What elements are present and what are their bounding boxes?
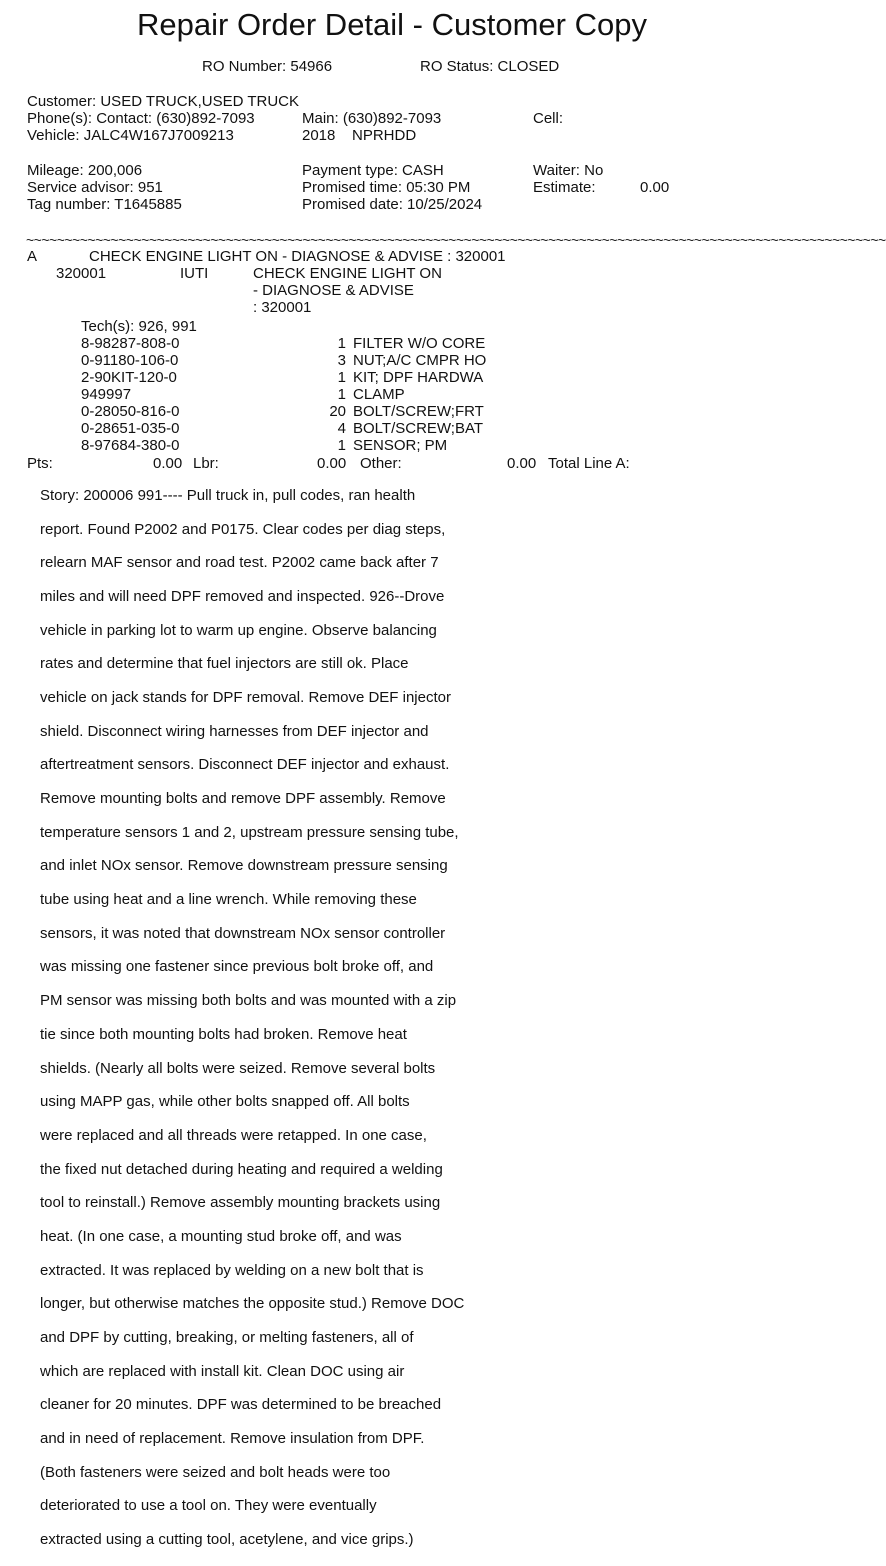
estimate-value: 0.00	[640, 179, 670, 196]
story-line: using MAPP gas, while other bolts snapped off. All bolts	[40, 1093, 410, 1111]
payment-type: Payment type: CASH	[302, 162, 444, 179]
part-desc: BOLT/SCREW;FRT	[353, 403, 484, 420]
story-line: Remove mounting bolts and remove DPF assembly. Remove	[40, 790, 446, 808]
part-desc: SENSOR; PM	[353, 437, 448, 454]
part-desc: NUT;A/C CMPR HO	[353, 352, 487, 369]
parts-total-label: Pts:	[27, 455, 53, 472]
story-line: and inlet NOx sensor. Remove downstream pressure sensing	[40, 857, 448, 875]
story-line: temperature sensors 1 and 2, upstream pressure sensing tube,	[40, 823, 459, 841]
story-line: PM sensor was missing both bolts and was mounted with a zip	[40, 992, 457, 1010]
part-qty: 1	[337, 386, 346, 403]
story-line: shields. (Nearly all bolts were seized. Remove several bolts	[40, 1059, 436, 1077]
story-line: was missing one fastener since previous bolt broke off, and	[40, 958, 434, 976]
story-line: aftertreatment sensors. Disconnect DEF injector and exhaust.	[40, 756, 450, 774]
story-line: longer, but otherwise matches the opposite stud.) Remove DOC	[40, 1295, 465, 1313]
story-line: tool to reinstall.) Remove assembly mounting brackets using	[40, 1194, 441, 1212]
promised-time: Promised time: 05:30 PM	[302, 179, 471, 196]
story-line: heat. (In one case, a mounting stud broke off, and was	[40, 1227, 402, 1245]
story-line: deteriorated to use a tool on. They were eventually	[40, 1497, 377, 1515]
labor-total-value: 0.00	[317, 455, 347, 472]
op-type: IUTI	[180, 265, 209, 282]
parts-total-value: 0.00	[153, 455, 183, 472]
line-title: CHECK ENGINE LIGHT ON - DIAGNOSE & ADVISE : 320001	[89, 248, 506, 265]
part-number: 0-91180-106-0	[81, 352, 179, 369]
story-line: miles and will need DPF removed and inspected. 926--Drove	[40, 587, 445, 605]
other-total-label: Other:	[360, 455, 402, 472]
part-desc: BOLT/SCREW;BAT	[353, 420, 484, 437]
part-number: 8-98287-808-0	[81, 335, 180, 352]
op-desc-2: - DIAGNOSE & ADVISE	[253, 282, 414, 299]
story-line: extracted. It was replaced by welding on a new bolt that is	[40, 1261, 424, 1279]
customer-cell: Cell:	[533, 110, 564, 127]
story-line: tube using heat and a line wrench. While removing these	[40, 891, 417, 909]
page-title: Repair Order Detail - Customer Copy	[137, 7, 647, 42]
part-number: 2-90KIT-120-0	[81, 369, 177, 386]
ro-number: RO Number: 54966	[202, 58, 333, 75]
part-desc: KIT; DPF HARDWA	[353, 369, 484, 386]
tag-number: Tag number: T1645885	[27, 196, 182, 213]
op-desc-3: : 320001	[253, 299, 312, 316]
part-qty: 3	[337, 352, 346, 369]
part-number: 0-28651-035-0	[81, 420, 180, 437]
story-line: were replaced and all threads were retapped. In one case,	[40, 1126, 427, 1144]
other-total-value: 0.00	[507, 455, 537, 472]
story-line: shield. Disconnect wiring harnesses from DEF injector and	[40, 722, 429, 740]
labor-total-label: Lbr:	[193, 455, 219, 472]
op-desc-1: CHECK ENGINE LIGHT ON	[253, 265, 442, 282]
story-line: which are replaced with install kit. Clean DOC using air	[40, 1362, 405, 1380]
story-line: vehicle in parking lot to warm up engine. Observe balancing	[40, 621, 437, 639]
estimate-label: Estimate:	[533, 179, 596, 196]
story-line: report. Found P2002 and P0175. Clear codes per diag steps,	[40, 520, 446, 538]
part-qty: 1	[337, 369, 346, 386]
story-line: tie since both mounting bolts had broken. Remove heat	[40, 1025, 407, 1043]
part-qty: 4	[337, 420, 346, 437]
part-desc: FILTER W/O CORE	[353, 335, 486, 352]
techs: Tech(s): 926, 991	[81, 318, 197, 335]
customer-main-phone: Main: (630)892-7093	[302, 110, 442, 127]
ro-status: RO Status: CLOSED	[420, 58, 560, 75]
part-qty: 1	[337, 335, 346, 352]
part-qty: 1	[337, 437, 346, 454]
part-number: 8-97684-380-0	[81, 437, 180, 454]
customer-phone: Phone(s): Contact: (630)892-7093	[27, 110, 255, 127]
story-line: rates and determine that fuel injectors are still ok. Place	[40, 655, 409, 673]
mileage: Mileage: 200,006	[27, 162, 143, 179]
part-number: 949997	[81, 386, 132, 403]
line-total-label: Total Line A:	[548, 455, 630, 472]
separator-line: ~~~~~~~~~~~~~~~~~~~~~~~~~~~~~~~~~~~~~~~~~~~~~~~~~~~~~~~~~~~~~~~~~~~~~~~~~~~~~~~~~~~~~~~~~~~~~~~~~~~~~~~~~~~~~~~~	[26, 232, 886, 248]
op-code: 320001	[56, 265, 107, 282]
service-advisor: Service advisor: 951	[27, 179, 163, 196]
story-line: relearn MAF sensor and road test. P2002 came back after 7	[40, 554, 439, 572]
story-line: and DPF by cutting, breaking, or melting fasteners, all of	[40, 1329, 414, 1347]
story-line: vehicle on jack stands for DPF removal. Remove DEF injector	[40, 688, 451, 706]
story-line: the fixed nut detached during heating and required a welding	[40, 1160, 443, 1178]
waiter: Waiter: No	[533, 162, 604, 179]
part-qty: 20	[329, 403, 346, 420]
vehicle-model: NPRHDD	[352, 127, 417, 144]
story-line: extracted using a cutting tool, acetylene, and vice grips.)	[40, 1531, 414, 1549]
customer-name: Customer: USED TRUCK,USED TRUCK	[27, 93, 299, 110]
story-line: cleaner for 20 minutes. DPF was determined to be breached	[40, 1396, 442, 1414]
story-line: sensors, it was noted that downstream NOx sensor controller	[40, 924, 446, 942]
story-line: (Both fasteners were seized and bolt heads were too	[40, 1463, 391, 1481]
story-text	[40, 471, 500, 1566]
vehicle-vin: Vehicle: JALC4W167J7009213	[27, 127, 234, 144]
part-desc: CLAMP	[353, 386, 405, 403]
story-line: and in need of replacement. Remove insulation from DPF.	[40, 1430, 425, 1448]
story-line: Story: 200006 991---- Pull truck in, pull codes, ran health	[40, 486, 416, 504]
vehicle-year: 2018	[302, 127, 336, 144]
line-letter: A	[27, 248, 38, 265]
part-number: 0-28050-816-0	[81, 403, 180, 420]
promised-date: Promised date: 10/25/2024	[302, 196, 483, 213]
